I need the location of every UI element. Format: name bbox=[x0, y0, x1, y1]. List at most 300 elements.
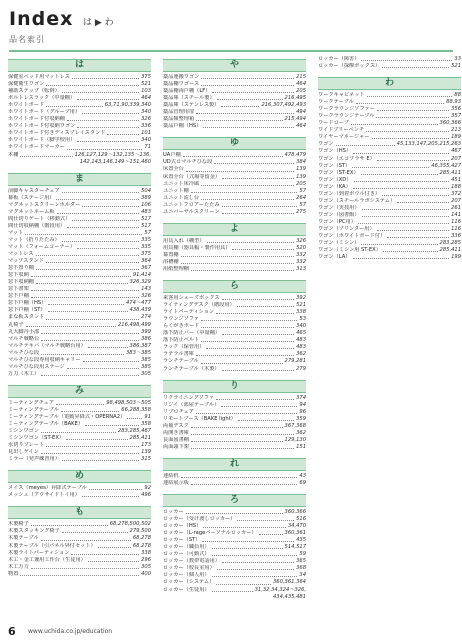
index-entry bbox=[8, 286, 151, 293]
entry-page: 474～477 bbox=[126, 300, 151, 307]
section-heading: ろ bbox=[163, 494, 306, 507]
section-heading: み bbox=[8, 385, 151, 398]
entry-page: 332 bbox=[296, 258, 306, 265]
leader-dots bbox=[214, 159, 294, 164]
index-entry bbox=[163, 558, 306, 565]
leader-dots bbox=[377, 106, 449, 111]
entry-page: 285,411 bbox=[129, 435, 151, 442]
index-entry bbox=[163, 437, 306, 444]
index-entry bbox=[8, 152, 151, 159]
entry-page: 359 bbox=[296, 415, 306, 422]
entry-page: 216,495 bbox=[284, 95, 306, 102]
entry-page: 496 bbox=[141, 492, 151, 499]
index-entry bbox=[163, 579, 306, 586]
entry-page: 103 bbox=[141, 88, 151, 95]
entry-page: 116 bbox=[451, 218, 461, 225]
entry-name: 両開き書庫 bbox=[163, 429, 189, 436]
entry-page: 372 bbox=[451, 190, 461, 197]
leader-dots bbox=[36, 251, 140, 256]
entry-page: 375 bbox=[141, 74, 151, 80]
entry-page: 305 bbox=[141, 370, 151, 377]
entry-page: 216,498,499 bbox=[117, 321, 151, 328]
leader-dots bbox=[31, 286, 139, 291]
leader-dots bbox=[191, 444, 294, 449]
entry-page: 400 bbox=[141, 570, 151, 577]
index-entry bbox=[163, 530, 306, 537]
leader-dots bbox=[85, 421, 139, 426]
index-entry bbox=[8, 307, 151, 314]
entry-page: 88,93 bbox=[446, 99, 461, 106]
entry-name: ワークラウンジテーブル bbox=[318, 113, 375, 120]
index-entry bbox=[163, 295, 306, 302]
entry-name: 幕置棚 bbox=[163, 251, 179, 258]
index-entry bbox=[163, 202, 306, 209]
entry-page: 68,278,500,502 bbox=[109, 521, 151, 528]
entry-page: 362 bbox=[296, 351, 306, 358]
entry-name: 薬品戸棚（HS） bbox=[163, 123, 202, 130]
entry-name: リブロチェア bbox=[163, 408, 194, 415]
leader-dots bbox=[62, 456, 139, 461]
entry-page: 464 bbox=[296, 81, 306, 88]
leader-dots bbox=[191, 480, 297, 485]
section-heading: や bbox=[163, 59, 306, 72]
leader-dots bbox=[67, 223, 139, 228]
entry-page: 483 bbox=[141, 208, 151, 215]
page-subtitle: 品名索引 bbox=[9, 35, 45, 44]
index-entry bbox=[8, 95, 151, 102]
index-entry bbox=[163, 330, 306, 337]
index-entry bbox=[163, 238, 306, 245]
index-entry bbox=[8, 279, 151, 286]
leader-dots bbox=[361, 170, 438, 175]
entry-name: 床置全台（式場等留金） bbox=[163, 173, 221, 180]
index-entry bbox=[318, 106, 461, 113]
entry-name: マット（折りたたみ） bbox=[8, 236, 60, 243]
index-entry bbox=[318, 113, 461, 120]
index-entry bbox=[8, 258, 151, 265]
entry-page: 520 bbox=[296, 244, 306, 251]
entry-page: 199 bbox=[451, 254, 461, 261]
leader-dots bbox=[362, 212, 450, 217]
index-entry bbox=[163, 123, 306, 130]
leader-dots bbox=[181, 252, 295, 257]
entry-name: ロッカー（生徒用） bbox=[163, 586, 210, 593]
index-entry bbox=[8, 300, 151, 307]
footer-url[interactable]: www.uchida.co.jp/education bbox=[28, 628, 113, 635]
index-entry bbox=[163, 102, 306, 109]
index-entry bbox=[8, 223, 151, 230]
entry-name: 見出しゲイン bbox=[8, 449, 39, 456]
entry-name: 丸椅子 bbox=[8, 321, 24, 328]
index-entry bbox=[8, 130, 151, 137]
entry-page-continuation: 434,435,481 bbox=[272, 593, 306, 600]
leader-dots bbox=[222, 174, 294, 179]
entry-name: 連結机 bbox=[163, 472, 179, 479]
index-entry bbox=[163, 116, 306, 123]
entry-page: 96 bbox=[299, 408, 306, 415]
entry-page: 340 bbox=[296, 323, 306, 330]
index-entry bbox=[8, 251, 151, 258]
entry-page: 141 bbox=[451, 211, 461, 218]
entry-name: ワードローブ bbox=[318, 120, 349, 127]
index-entry bbox=[318, 191, 461, 198]
entry-page: 467 bbox=[451, 148, 461, 155]
entry-name: ワイヤーマネージャー bbox=[318, 134, 370, 141]
index-entry bbox=[8, 144, 151, 151]
entry-name: ワゴン（スチールラボシステム） bbox=[318, 197, 396, 204]
index-entry bbox=[163, 188, 306, 195]
section-gap bbox=[318, 70, 461, 74]
leader-dots bbox=[352, 163, 429, 168]
entry-page: 483 bbox=[296, 337, 306, 344]
leader-dots bbox=[41, 336, 139, 341]
entry-page: 139 bbox=[296, 166, 306, 173]
entry-page: 215,494 bbox=[284, 116, 306, 123]
entry-name: ボルトレスラック（中量棚） bbox=[8, 95, 76, 102]
index-entry bbox=[318, 141, 461, 148]
index-entry bbox=[8, 571, 151, 578]
entry-name: マルチひな段 bbox=[8, 349, 40, 356]
entry-page: 365 bbox=[296, 558, 306, 565]
entry-page: 274 bbox=[141, 314, 151, 321]
entry-name: 連結展示板 bbox=[163, 479, 189, 486]
index-entry bbox=[163, 572, 306, 579]
entry-page: 264 bbox=[296, 194, 306, 201]
entry-name: マグネットスクリーンホルダー bbox=[8, 201, 81, 208]
entry-page: 385 bbox=[141, 356, 151, 363]
index-entry bbox=[318, 63, 461, 70]
entry-page: 326,329 bbox=[129, 279, 151, 286]
entry-page: 315 bbox=[141, 456, 151, 463]
section-gap bbox=[163, 487, 306, 491]
leader-dots bbox=[26, 322, 116, 327]
entry-page: 383～385 bbox=[126, 349, 151, 356]
entry-name: ロッカー（障害） bbox=[318, 56, 360, 62]
entry-name: 窓下収納棚 bbox=[8, 279, 34, 286]
leader-dots bbox=[367, 92, 453, 97]
entry-page: 385 bbox=[141, 363, 151, 370]
entry-name: マップスタンド bbox=[8, 258, 44, 265]
leader-dots bbox=[191, 430, 294, 435]
index-entry bbox=[8, 237, 151, 244]
index-entry bbox=[318, 120, 461, 127]
leader-dots bbox=[259, 530, 283, 535]
leader-dots bbox=[376, 113, 449, 118]
leader-dots bbox=[237, 516, 294, 521]
entry-name: ワゴン（ミシン用 ST-EX） bbox=[318, 247, 381, 254]
leader-dots bbox=[88, 343, 128, 348]
index-entry bbox=[163, 95, 306, 102]
leader-dots bbox=[31, 272, 131, 277]
leader-dots bbox=[67, 144, 143, 149]
index-entry bbox=[163, 537, 306, 544]
entry-name: 木製テーブル（引パネル昇付セット） bbox=[8, 542, 96, 549]
entry-page: 384 bbox=[296, 159, 306, 166]
index-entry bbox=[163, 430, 306, 437]
leader-dots bbox=[221, 402, 297, 407]
entry-page: 57 bbox=[299, 187, 306, 194]
index-entry bbox=[163, 252, 306, 259]
leader-dots bbox=[382, 63, 449, 68]
leader-dots bbox=[62, 188, 139, 193]
index-entry bbox=[8, 272, 151, 279]
section-heading: わ bbox=[318, 77, 461, 90]
entry-name: ホワイトボードマーカー bbox=[8, 144, 65, 151]
entry-name: ワークテーブル bbox=[318, 99, 354, 106]
index-entry bbox=[318, 240, 461, 247]
entry-name: ホワイトボード付収納ワゴン bbox=[8, 123, 76, 130]
entry-page: 374 bbox=[296, 394, 306, 401]
page-number: 6 bbox=[8, 625, 16, 638]
index-entry bbox=[8, 442, 151, 449]
leader-dots bbox=[41, 350, 124, 355]
leader-dots bbox=[46, 102, 103, 107]
entry-name: ミーティングテーブル（BAKE） bbox=[8, 421, 84, 428]
leader-dots bbox=[196, 409, 297, 414]
leader-dots bbox=[201, 181, 294, 186]
leader-dots bbox=[191, 423, 283, 428]
entry-name: ロッカー（受け渡しロッカー） bbox=[163, 516, 236, 523]
entry-name: ライトパーティション bbox=[163, 309, 215, 316]
leader-dots bbox=[46, 314, 139, 319]
index-entry bbox=[8, 421, 151, 428]
index-entry bbox=[318, 254, 461, 261]
entry-page: 483 bbox=[296, 344, 306, 351]
leader-dots bbox=[362, 205, 450, 210]
entry-name: 浴槽棚 bbox=[163, 258, 179, 265]
entry-page: 364 bbox=[141, 258, 151, 265]
entry-page: 126,127,129～132,135～136, bbox=[74, 151, 151, 158]
entry-name: ロッカー（探療ボックス） bbox=[318, 63, 381, 70]
leader-dots bbox=[46, 258, 139, 263]
entry-page: 129,130 bbox=[284, 436, 306, 443]
entry-page: 367,368 bbox=[284, 422, 306, 429]
leader-dots bbox=[89, 485, 143, 490]
entry-page: 66,288,358 bbox=[121, 406, 151, 413]
index-entry bbox=[318, 56, 461, 63]
leader-dots bbox=[61, 407, 119, 412]
index-entry bbox=[8, 557, 151, 564]
entry-page: 494 bbox=[296, 109, 306, 116]
index-entry bbox=[163, 516, 306, 523]
leader-dots bbox=[207, 238, 295, 243]
leader-dots bbox=[196, 109, 294, 114]
entry-page: 358 bbox=[141, 421, 151, 428]
entry-name: ユニット床冷風 bbox=[163, 180, 200, 187]
index-entry bbox=[8, 449, 151, 456]
entry-page: 296 bbox=[141, 556, 151, 563]
entry-page: 465 bbox=[296, 330, 306, 337]
entry-page: 478,479 bbox=[284, 152, 306, 159]
section-heading: め bbox=[8, 470, 151, 483]
entry-name: ロッカー（可動式） bbox=[163, 551, 210, 558]
entry-name: ロッカー（校長室用） bbox=[163, 565, 215, 572]
entry-page: 438,439 bbox=[129, 307, 151, 314]
entry-page: 53 bbox=[299, 316, 306, 323]
entry-name: 前脚キャスターチェア bbox=[8, 187, 60, 194]
entry-name: ロッカー（HS） bbox=[163, 523, 202, 530]
leader-dots bbox=[41, 449, 139, 454]
leader-dots bbox=[36, 279, 128, 284]
index-entry bbox=[8, 322, 151, 329]
leader-dots bbox=[67, 116, 139, 121]
entry-name: ワゴン（ミシン） bbox=[318, 240, 360, 247]
entry-page: 151 bbox=[296, 443, 306, 450]
index-entry bbox=[8, 116, 151, 123]
leader-dots bbox=[25, 230, 142, 235]
leader-dots bbox=[353, 254, 450, 259]
entry-name: 床置全台 bbox=[163, 166, 184, 173]
index-entry bbox=[8, 535, 151, 542]
index-entry bbox=[318, 127, 461, 134]
leader-dots bbox=[66, 435, 127, 440]
entry-name: ミーティングチェア bbox=[8, 399, 55, 406]
entry-page: 43 bbox=[299, 472, 306, 479]
entry-page: 92 bbox=[144, 485, 151, 492]
leader-dots bbox=[212, 88, 294, 93]
entry-name: マグネットネーム板 bbox=[8, 208, 55, 215]
entry-name: ロッカー（システム） bbox=[163, 579, 215, 586]
index-entry bbox=[163, 266, 306, 273]
entry-name: リモートブース（BAKE light） bbox=[163, 415, 236, 422]
entry-name: ミーティングテーブル bbox=[8, 406, 59, 413]
index-entry bbox=[318, 184, 461, 191]
entry-page: 516 bbox=[296, 516, 306, 523]
entry-page: 521 bbox=[141, 81, 151, 88]
index-entry bbox=[8, 209, 151, 216]
entry-page: 207 bbox=[451, 197, 461, 204]
index-entry bbox=[8, 293, 151, 300]
index-entry bbox=[318, 92, 461, 99]
entry-name: らくがきボード bbox=[163, 323, 200, 330]
entry-page: 368 bbox=[296, 565, 306, 572]
leader-dots bbox=[71, 550, 139, 555]
leader-dots bbox=[67, 364, 139, 369]
entry-name: UA戸棚 bbox=[163, 152, 181, 159]
entry-page: 338 bbox=[296, 309, 306, 316]
entry-page: 173 bbox=[141, 442, 151, 449]
index-entry bbox=[8, 492, 151, 499]
leader-dots bbox=[216, 579, 271, 584]
leader-dots bbox=[351, 120, 438, 125]
entry-page: 521 bbox=[451, 63, 461, 70]
leader-dots bbox=[203, 523, 286, 528]
section-gap bbox=[163, 451, 306, 455]
index-entry bbox=[163, 416, 306, 423]
entry-page: 106 bbox=[141, 201, 151, 208]
leader-dots bbox=[191, 266, 294, 271]
index-entry bbox=[163, 395, 306, 402]
entry-name: ワゴン（XD） bbox=[318, 176, 352, 183]
entry-page: 279 bbox=[296, 365, 306, 372]
index-entry bbox=[163, 544, 306, 551]
entry-name: ワゴン（到着ボウル付き） bbox=[318, 190, 381, 197]
leader-dots bbox=[232, 245, 294, 250]
section-heading: ら bbox=[163, 280, 306, 293]
index-entry bbox=[8, 244, 151, 251]
entry-name: リクライニングソファ bbox=[163, 394, 215, 401]
entry-name: 間仕切りゲート（移動式） bbox=[8, 215, 71, 222]
entry-page: 326 bbox=[141, 293, 151, 300]
entry-name: 補助ステップ（転倒） bbox=[8, 88, 60, 95]
index-entry bbox=[318, 170, 461, 177]
index-entry bbox=[163, 523, 306, 530]
index-entry bbox=[163, 81, 306, 88]
leader-dots bbox=[212, 587, 253, 592]
index-entry bbox=[8, 202, 151, 209]
entry-name: 木工・金工兼用工作台（生徒用） bbox=[8, 556, 86, 563]
section-gap bbox=[163, 273, 306, 277]
entry-name: リジイ（部屋テーブル） bbox=[163, 401, 220, 408]
entry-page: 375 bbox=[141, 251, 151, 258]
entry-page-continuation: 142,143,146,149～151,460 bbox=[79, 158, 151, 165]
entry-page: 68,278 bbox=[132, 535, 151, 542]
leader-dots bbox=[181, 473, 298, 478]
entry-name: ミシンワゴン bbox=[8, 428, 39, 435]
index-entry bbox=[318, 156, 461, 163]
leader-dots bbox=[62, 88, 139, 93]
index-entry bbox=[163, 152, 306, 159]
index-entry bbox=[163, 473, 306, 480]
entry-page: 313 bbox=[296, 265, 306, 272]
index-entry bbox=[8, 265, 151, 272]
index-entry bbox=[163, 565, 306, 572]
index-entry bbox=[8, 195, 151, 202]
leader-dots bbox=[222, 202, 298, 207]
leader-dots bbox=[222, 295, 294, 300]
entry-name: 木工万力 bbox=[8, 563, 29, 570]
leader-dots bbox=[212, 551, 298, 556]
entry-name: 保健衛生ワゴン bbox=[8, 81, 45, 88]
leader-dots bbox=[83, 357, 139, 362]
leader-dots bbox=[41, 371, 139, 376]
index-entry bbox=[8, 364, 151, 371]
entry-name: ラック（保管用） bbox=[163, 344, 205, 351]
index-entry bbox=[318, 148, 461, 155]
entry-page: 188 bbox=[451, 183, 461, 190]
entry-page: 34 bbox=[299, 572, 306, 579]
index-entry bbox=[8, 88, 151, 95]
leader-dots bbox=[82, 492, 139, 497]
entry-page: 285,411 bbox=[439, 247, 461, 254]
index-entry bbox=[318, 163, 461, 170]
entry-name: UD式ロマルチひな段 bbox=[163, 159, 213, 166]
entry-name: ロッカー bbox=[163, 509, 184, 516]
entry-page: 332 bbox=[296, 251, 306, 258]
leader-dots bbox=[57, 209, 140, 214]
entry-name: 薬品棚両戸棚（LF） bbox=[163, 88, 211, 95]
index-entry bbox=[318, 134, 461, 141]
entry-name: マルチひな段専用収納キャリー bbox=[8, 356, 81, 363]
index-entry bbox=[163, 259, 306, 266]
page-title: Index bbox=[9, 8, 74, 30]
entry-name: ロッカー（L-rageパーソナルロッカー） bbox=[163, 530, 257, 537]
leader-dots bbox=[222, 366, 294, 371]
entry-page: 335 bbox=[141, 236, 151, 243]
index-entry bbox=[8, 371, 151, 378]
leader-dots bbox=[181, 259, 295, 264]
entry-page: 386 bbox=[141, 335, 151, 342]
index-entry bbox=[163, 302, 306, 309]
index-entry bbox=[163, 181, 306, 188]
index-entry bbox=[8, 528, 151, 535]
leader-dots bbox=[377, 226, 449, 231]
entry-page: 45,133,147,205,215,263 bbox=[396, 141, 461, 148]
leader-dots bbox=[397, 198, 449, 203]
index-entry bbox=[163, 109, 306, 116]
entry-name: マルチ戦略台 bbox=[8, 335, 40, 342]
entry-name: ワゴン（KA） bbox=[318, 183, 351, 190]
